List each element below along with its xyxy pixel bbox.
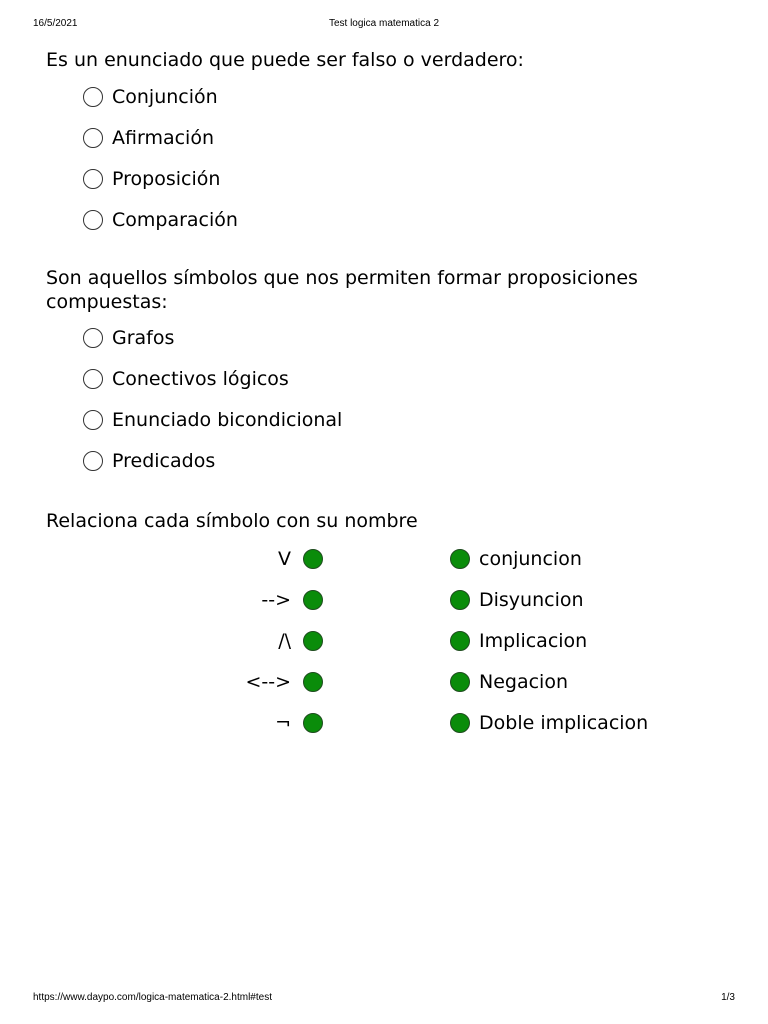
match-handle-dot[interactable]: [303, 549, 323, 569]
name-row-negacion[interactable]: [450, 670, 710, 711]
radio-button[interactable]: [83, 169, 103, 189]
name-row-disyuncion[interactable]: [450, 588, 710, 629]
symbol-row-or[interactable]: [200, 547, 323, 588]
match-handle-dot[interactable]: [303, 590, 323, 610]
match-handle-dot[interactable]: [450, 713, 470, 733]
page-number: 1/3: [721, 992, 735, 1003]
option-label: Enunciado bicondicional: [112, 409, 343, 431]
match-handle-dot[interactable]: [303, 672, 323, 692]
option-label: Conjunción: [112, 86, 218, 108]
matching-question-text: Relaciona cada símbolo con su nombre: [46, 510, 418, 532]
matching-symbols: [200, 547, 323, 752]
symbol-label: ¬: [275, 712, 291, 734]
option-label: Conectivos lógicos: [112, 368, 289, 390]
name-label: Negacion: [479, 671, 568, 693]
option-conectivos-logicos[interactable]: [83, 367, 342, 408]
radio-button[interactable]: [83, 210, 103, 230]
symbol-label: -->: [261, 589, 291, 611]
symbol-label: /\: [278, 630, 291, 652]
symbol-label: V: [278, 548, 291, 570]
symbol-row-implies[interactable]: [200, 588, 323, 629]
match-handle-dot[interactable]: [303, 713, 323, 733]
match-handle-dot[interactable]: [450, 590, 470, 610]
question-2-options: [83, 326, 342, 490]
name-label: Doble implicacion: [479, 712, 649, 734]
option-label: Proposición: [112, 168, 221, 190]
radio-button[interactable]: [83, 328, 103, 348]
radio-button[interactable]: [83, 369, 103, 389]
print-footer: [0, 992, 768, 1006]
radio-button[interactable]: [83, 451, 103, 471]
radio-button[interactable]: [83, 128, 103, 148]
option-label: Predicados: [112, 450, 216, 472]
option-proposicion[interactable]: [83, 167, 238, 208]
print-header: [0, 18, 768, 32]
name-row-doble-implicacion[interactable]: [450, 711, 710, 752]
symbol-label: <-->: [245, 671, 291, 693]
symbol-row-iff[interactable]: [200, 670, 323, 711]
name-row-conjuncion[interactable]: [450, 547, 710, 588]
option-label: Afirmación: [112, 127, 214, 149]
question-2-text: Son aquellos símbolos que nos permiten formar proposiciones compuestas:: [46, 267, 638, 313]
print-title: Test logica matematica 2: [328, 18, 440, 29]
option-label: Grafos: [112, 327, 175, 349]
question-1-options: [83, 85, 238, 249]
match-handle-dot[interactable]: [450, 631, 470, 651]
print-date: 16/5/2021: [33, 18, 78, 29]
match-handle-dot[interactable]: [303, 631, 323, 651]
symbol-row-not[interactable]: [200, 711, 323, 752]
option-predicados[interactable]: [83, 449, 342, 490]
match-handle-dot[interactable]: [450, 549, 470, 569]
name-label: conjuncion: [479, 548, 582, 570]
print-url: https://www.daypo.com/logica-matematica-2.html#test: [33, 992, 272, 1003]
radio-button[interactable]: [83, 87, 103, 107]
option-afirmacion[interactable]: [83, 126, 238, 167]
name-label: Implicacion: [479, 630, 588, 652]
name-row-implicacion[interactable]: [450, 629, 710, 670]
name-label: Disyuncion: [479, 589, 584, 611]
match-handle-dot[interactable]: [450, 672, 470, 692]
symbol-row-and[interactable]: [200, 629, 323, 670]
option-conjuncion[interactable]: [83, 85, 238, 126]
question-1-text: Es un enunciado que puede ser falso o verdadero:: [46, 49, 524, 71]
option-enunciado-bicondicional[interactable]: [83, 408, 342, 449]
option-label: Comparación: [112, 209, 238, 231]
radio-button[interactable]: [83, 410, 103, 430]
matching-names: [450, 547, 710, 752]
option-comparacion[interactable]: [83, 208, 238, 249]
option-grafos[interactable]: [83, 326, 342, 367]
